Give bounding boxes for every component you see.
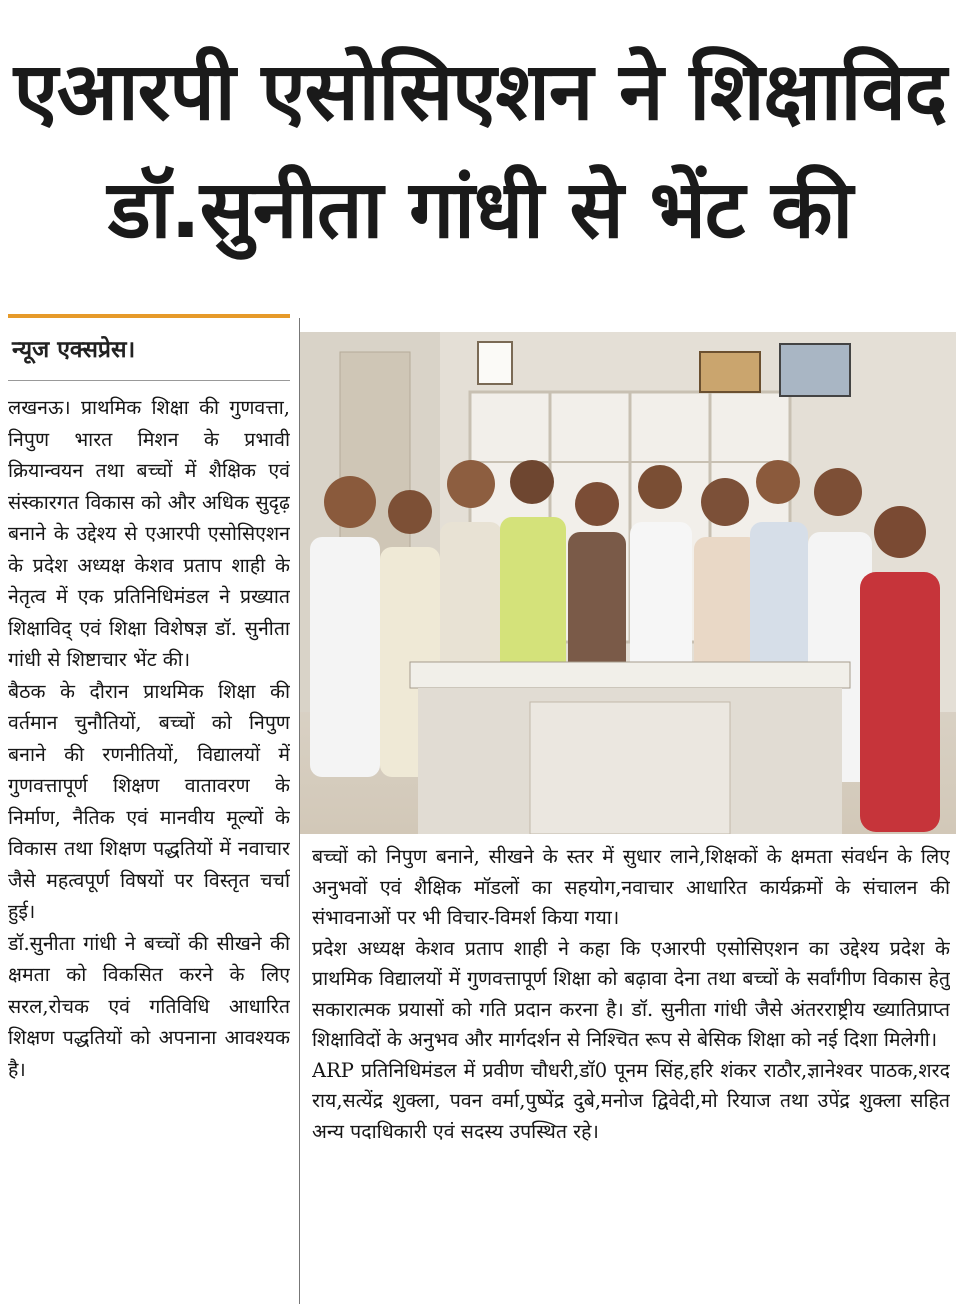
- byline: न्यूज एक्सप्रेस।: [12, 337, 136, 363]
- article-paragraph: बैठक के दौरान प्राथमिक शिक्षा की वर्तमान चुनौतियों, बच्चों को निपुण बनाने की रणनीतियों, विद्यालयों में गुणवत्तापूर्ण शिक्षण वातावरण के निर्माण, नैतिक एवं मानवीय मूल्यों के विकास तथा शिक्षण पद्धतियों में नवाचार जैसे महत्वपूर्ण विषयों पर विस्तृत चर्चा हुई।: [8, 679, 290, 923]
- article-paragraph: डॉ.सुनीता गांधी ने बच्चों की सीखने की क्षमता को विकसित करने के लिए सरल,रोचक एवं गतिविधि आधारित शिक्षण पद्धतियों को अपनाना आवश्यक है।: [8, 931, 290, 1081]
- accent-rule: [8, 314, 290, 318]
- article-left-column: [8, 392, 290, 1304]
- article-paragraph: प्रदेश अध्यक्ष केशव प्रताप शाही ने कहा कि एआरपी एसोसिएशन का उद्देश्य प्रदेश के प्राथमिक विद्यालयों में गुणवत्तापूर्ण शिक्षा को बढ़ावा देना तथा बच्चों के सर्वांगीण विकास हेतु सकारात्मक प्रयासों को गति प्रदान करना है। डॉ. सुनीता गांधी जैसे अंतरराष्ट्रीय ख्यातिप्राप्त शिक्षाविदों के अनुभव और मार्गदर्शन से निश्चित रूप से बेसिक शिक्षा को नई दिशा मिलेगी।: [312, 936, 950, 1051]
- byline-divider: [8, 380, 290, 381]
- headline-line-2: डॉ.सुनीता गांधी से भेंट की: [107, 163, 853, 256]
- article-paragraph: लखनऊ। प्राथमिक शिक्षा की गुणवत्ता, निपुण भारत मिशन के प्रभावी क्रियान्वयन तथा बच्चों में शैक्षिक एवं संस्कारगत विकास को और अधिक सुदृढ़ बनाने के उद्देश्य से एआरपी एसोसिएशन के प्रदेश अध्यक्ष केशव प्रताप शाही के नेतृत्व में एक प्रतिनिधिमंडल ने प्रख्यात शिक्षाविद् एवं शिक्षा विशेषज्ञ डॉ. सुनीता गांधी से शिष्टाचार भेंट की।: [8, 396, 290, 671]
- group-photo-illustration: [300, 332, 956, 834]
- group-photo: [300, 332, 956, 834]
- article-paragraph: ARP प्रतिनिधिमंडल में प्रवीण चौधरी,डॉ0 पूनम सिंह,हरि शंकर राठौर,ज्ञानेश्वर पाठक,शरद राय,सत्येंद्र शुक्ला, पवन वर्मा,पुष्पेंद्र दुबे,मनोज द्विवेदी,मो रियाज तथा उपेंद्र शुक्ला सहित अन्य पदाधिकारी एवं सदस्य उपस्थित रहे।: [312, 1058, 950, 1143]
- article-paragraph: बच्चों को निपुण बनाने, सीखने के स्तर में सुधार लाने,शिक्षकों के क्षमता संवर्धन के लिए अनुभवों एवं शैक्षिक मॉडलों का सहयोग,नवाचार आधारित कार्यक्रमों के संचालन की संभावनाओं पर भी विचार-विमर्श किया गया।: [312, 845, 950, 929]
- headline-line-1: एआरपी एसोसिएशन ने शिक्षाविद: [13, 45, 947, 138]
- article-right-column: [312, 842, 950, 1304]
